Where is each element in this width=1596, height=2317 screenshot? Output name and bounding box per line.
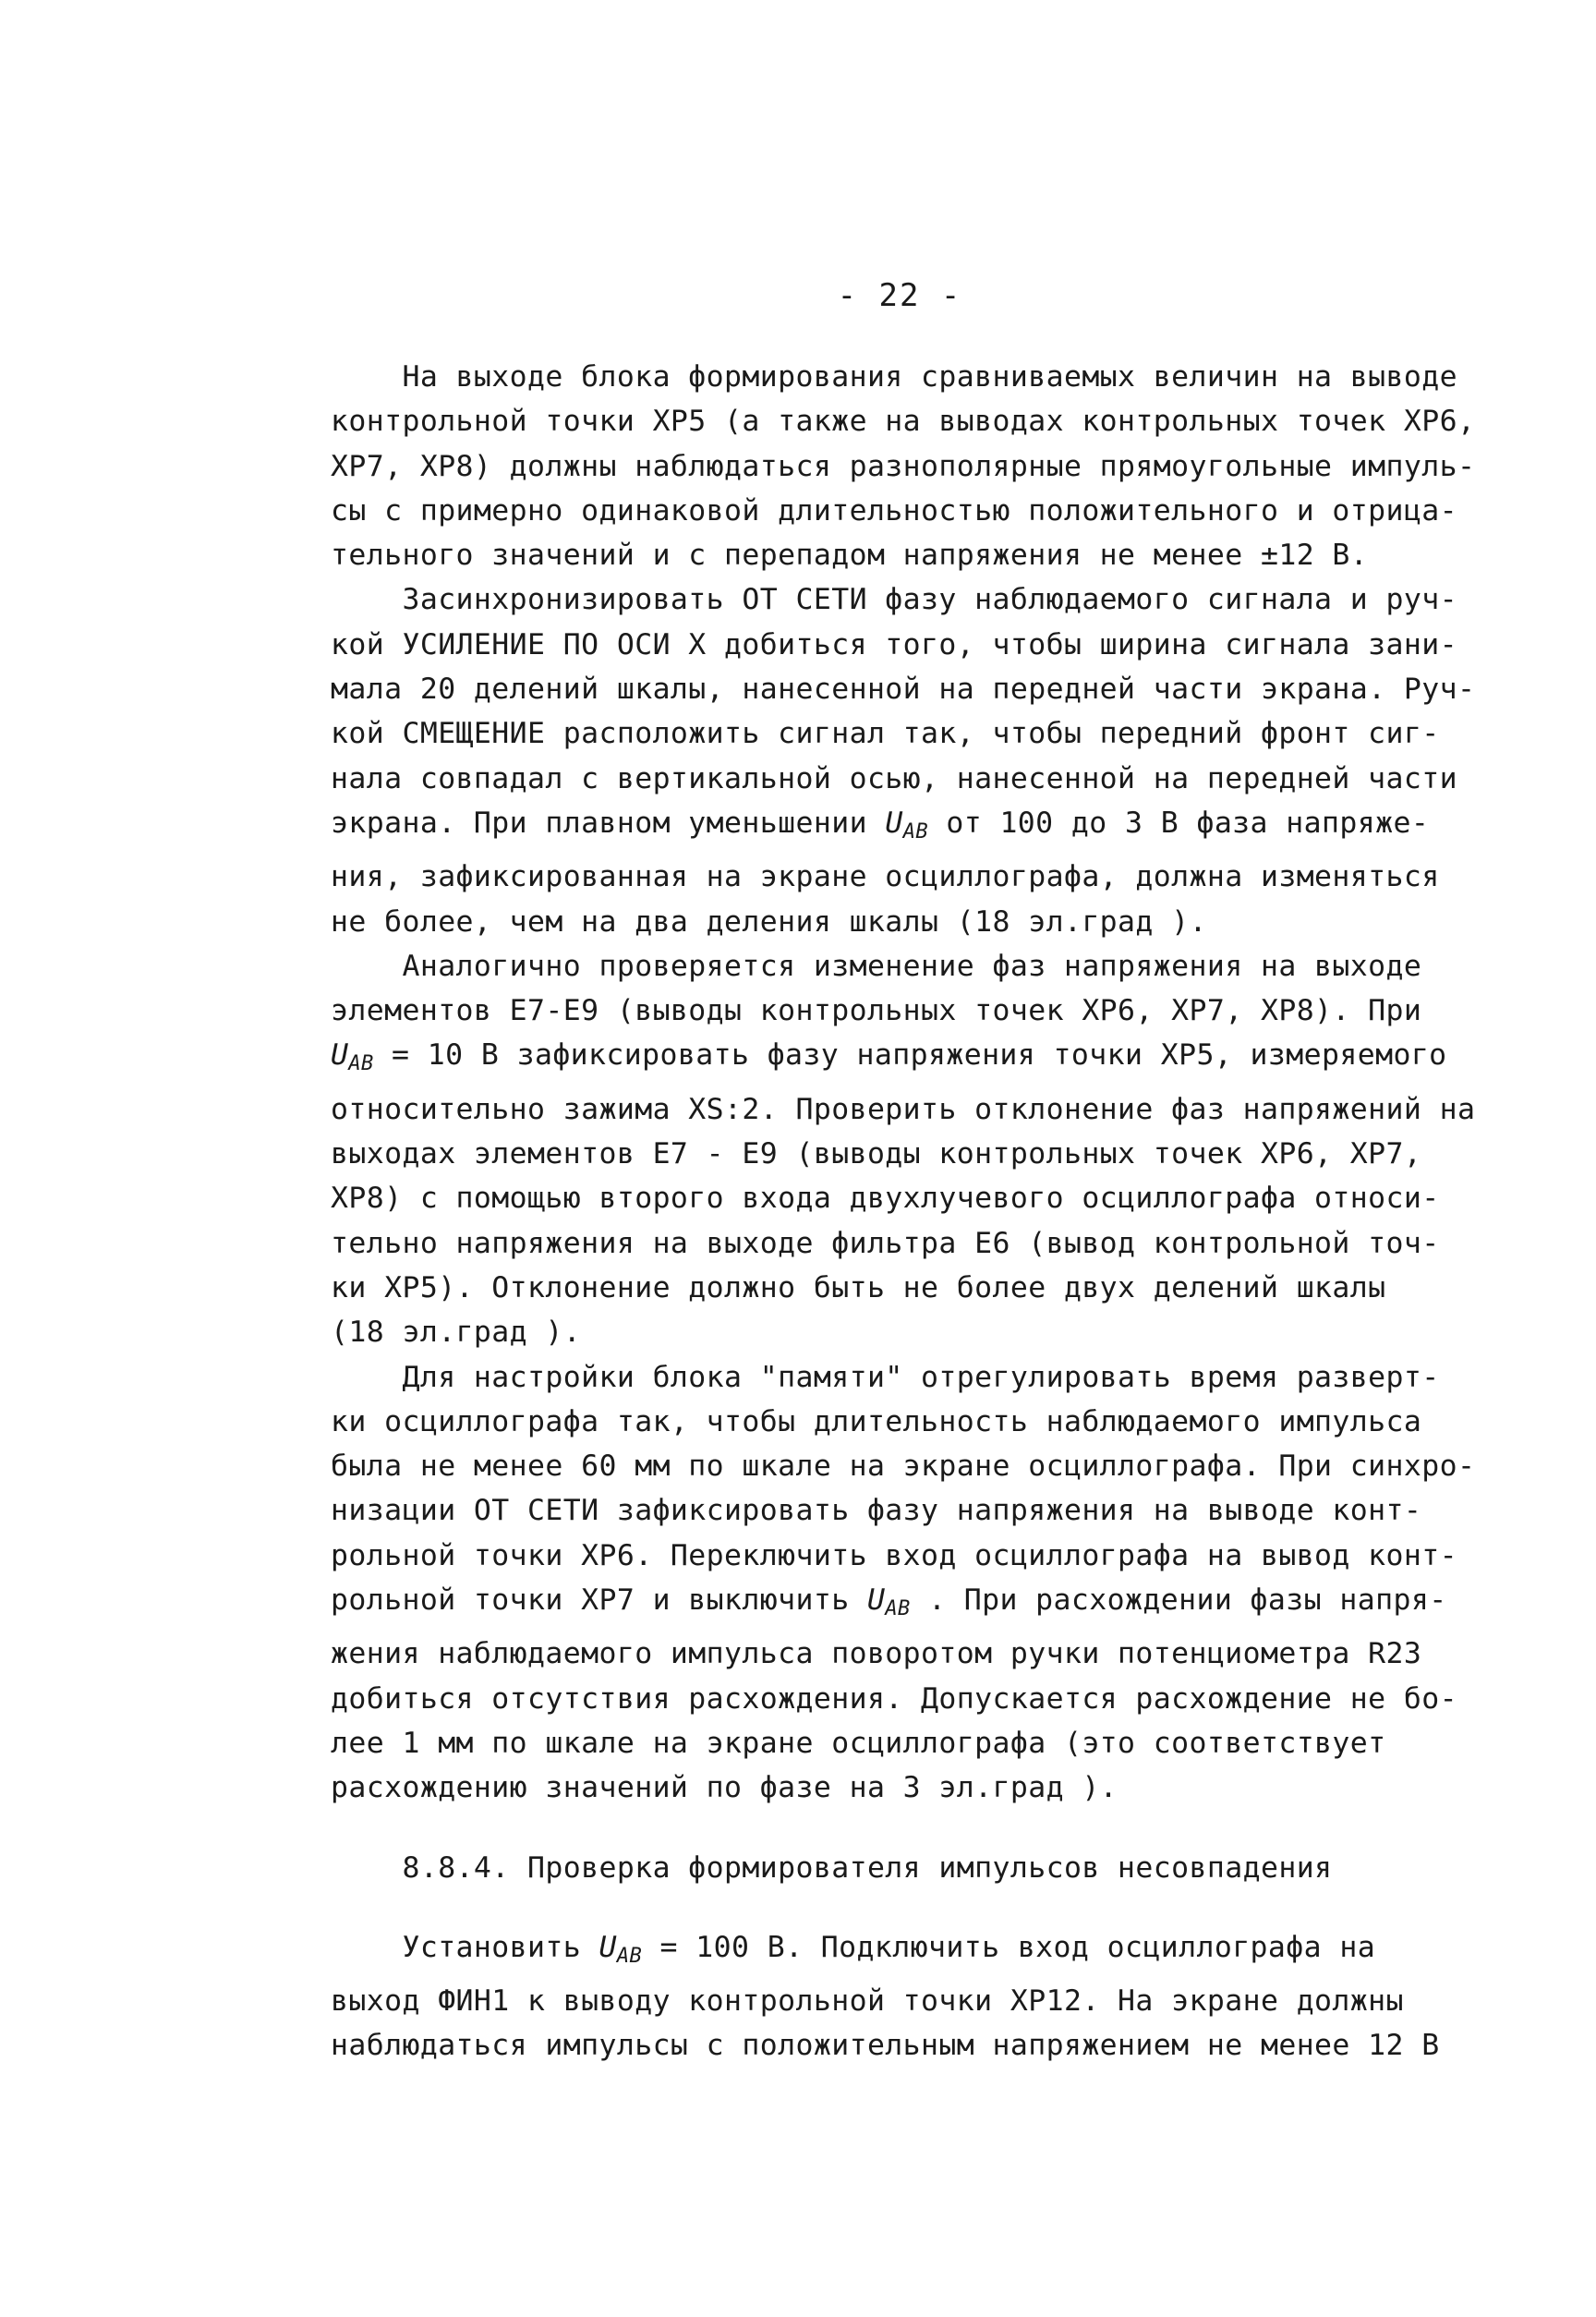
text-line: рольной точки ХР6. Переключить вход осциллографа на вывод конт-: [331, 1538, 1457, 1572]
text-line: тельного значений и с перепадом напряжения не менее ±12 В.: [331, 539, 1369, 573]
text-line: Засинхронизировать ОТ СЕТИ фазу наблюдаемого сигнала и руч-: [331, 583, 1457, 617]
page-number: - 22 -: [837, 277, 962, 314]
voltage-symbol: $U_{AB}$: [866, 1583, 911, 1621]
text-line: кой СМЕЩЕНИЕ расположить сигнал так, чтобы передний фронт сиг-: [331, 717, 1440, 751]
paragraph-1: [331, 355, 1513, 577]
paragraph-4: [331, 1355, 1513, 1811]
text-line: выходах элементов Е7 - Е9 (выводы контрольных точек ХР6, ХР7,: [331, 1137, 1422, 1171]
text-line: ки ХР5). Отклонение должно быть не более двух делений шкалы: [331, 1270, 1386, 1304]
text-line: На выходе блока формирования сравниваемых величин на выводе: [331, 360, 1457, 394]
voltage-symbol: $U_{AB}$: [598, 1930, 643, 1968]
text-line: рольной точки ХР7 и выключить $U_{AB}$ . При расхождении фазы напря-: [331, 1583, 1447, 1621]
text-line: была не менее 60 мм по шкале на экране осциллографа. При синхро-: [331, 1450, 1476, 1484]
text-line: расхождению значений по фазе на 3 эл.град ).: [331, 1771, 1118, 1805]
document-body: [331, 355, 1513, 2068]
text-line: жения наблюдаемого импульса поворотом ручки потенциометра R23: [331, 1637, 1422, 1671]
text-line: Аналогично проверяется изменение фаз напряжения на выходе: [331, 949, 1422, 983]
voltage-symbol: $U_{AB}$: [885, 806, 928, 843]
text-line: выход ФИН1 к выводу контрольной точки ХР12. На экране должны: [331, 1984, 1404, 2019]
text-line: $U_{AB} = 10$ В зафиксировать фазу напряжения точки ХР5, измеряемого: [331, 1038, 1447, 1076]
text-line: контрольной точки ХР5 (а также на выводах контрольных точек ХР6,: [331, 405, 1476, 439]
text-line: низации ОТ СЕТИ зафиксировать фазу напряжения на выводе конт-: [331, 1494, 1422, 1528]
voltage-symbol: $U_{AB}$: [331, 1038, 374, 1076]
text-line: Для настройки блока "памяти" отрегулировать время разверт-: [331, 1360, 1440, 1394]
text-line: нала совпадал с вертикальной осью, нанесенной на передней части: [331, 761, 1457, 795]
text-line: сы с примерно одинаковой длительностью положительного и отрица-: [331, 493, 1457, 528]
text-line: ки осциллографа так, чтобы длительность наблюдаемого импульса: [331, 1404, 1422, 1438]
text-line: тельно напряжения на выходе фильтра Е6 (вывод контрольной точ-: [331, 1226, 1440, 1260]
paragraph-5: [331, 1925, 1513, 2068]
text-line: мала 20 делений шкалы, нанесенной на передней части экрана. Руч-: [331, 673, 1476, 707]
text-line: экрана. При плавном уменьшении $U_{AB}$ от 100 до 3 В фаза напряже-: [331, 806, 1430, 843]
paragraph-2: [331, 577, 1513, 943]
text-line: элементов Е7-Е9 (выводы контрольных точек ХР6, ХР7, ХР8). При: [331, 994, 1422, 1028]
paragraph-3: [331, 944, 1513, 1355]
text-line: добиться отсутствия расхождения. Допускается расхождение не бо-: [331, 1681, 1457, 1716]
section-heading: 8.8.4. Проверка формирователя импульсов несовпадения: [331, 1850, 1333, 1885]
text-line: кой УСИЛЕНИЕ ПО ОСИ Х добиться того, чтобы ширина сигнала зани-: [331, 627, 1457, 661]
text-line: Установить $U_{AB} = 100$ В. Подключить вход осциллографа на: [331, 1930, 1376, 1968]
text-line: относительно зажима XS:2. Проверить отклонение фаз напряжений на: [331, 1092, 1476, 1126]
text-line: наблюдаться импульсы с положительным напряжением не менее 12 В: [331, 2029, 1440, 2063]
text-line: лее 1 мм по шкале на экране осциллографа (это соответствует: [331, 1726, 1386, 1760]
text-line: ния, зафиксированная на экране осциллографа, должна изменяться: [331, 860, 1440, 894]
text-line: ХР7, ХР8) должны наблюдаться разнополярные прямоугольные импуль-: [331, 449, 1476, 483]
text-line: ХР8) с помощью второго входа двухлучевого осциллографа относи-: [331, 1182, 1440, 1216]
text-line: (18 эл.град ).: [331, 1316, 582, 1350]
text-line: не более, чем на два деления шкалы (18 эл.град ).: [331, 904, 1207, 939]
